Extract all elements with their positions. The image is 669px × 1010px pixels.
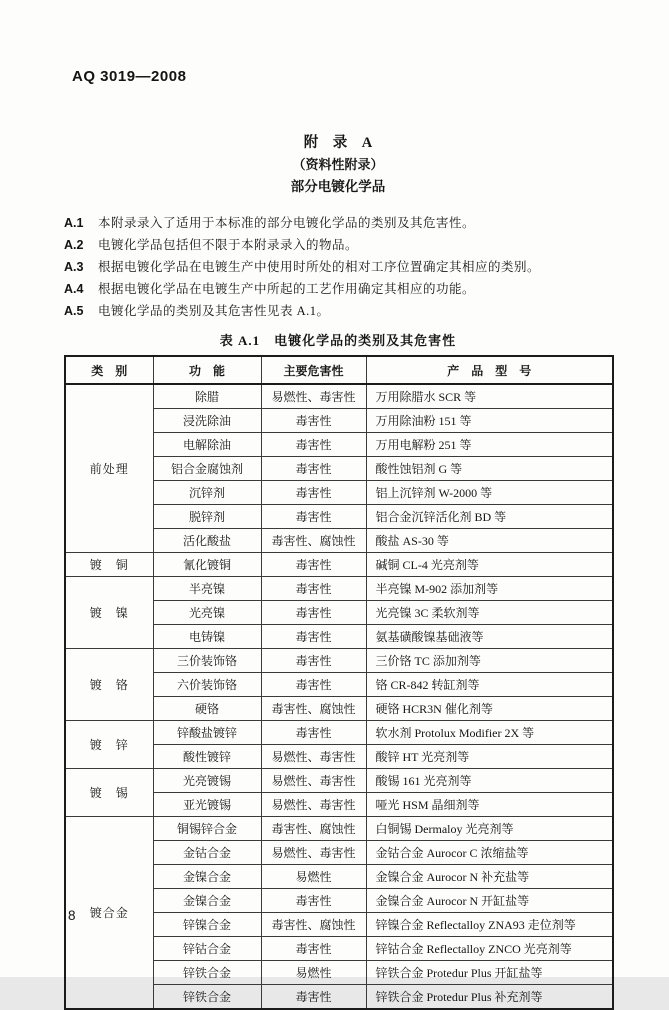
hazard-cell: 易燃性、毒害性 [261,384,366,409]
function-cell: 酸性镀锌 [153,745,261,769]
function-cell: 锌酸盐镀锌 [153,721,261,745]
clause-A5 [64,300,612,322]
function-cell: 电铸镍 [153,625,261,649]
hazard-cell: 易燃性、毒害性 [261,841,366,865]
function-cell: 亚光镀锡 [153,793,261,817]
table-row [65,553,613,577]
table-row [65,817,613,841]
clause-number: A.5 [64,304,84,318]
product-cell: 金钴合金 Aurocor C 浓缩盐等 [366,841,613,865]
clause-number: A.4 [64,282,84,296]
product-cell: 酸性蚀铝剂 G 等 [366,457,613,481]
function-cell: 锌铁合金 [153,961,261,985]
product-cell: 氨基磺酸镍基础液等 [366,625,613,649]
function-cell: 光亮镍 [153,601,261,625]
product-cell: 万用电解粉 251 等 [366,433,613,457]
col-category: 类 别 [65,356,153,384]
table-row [65,721,613,745]
product-cell: 软水剂 Protolux Modifier 2X 等 [366,721,613,745]
function-cell: 半亮镍 [153,577,261,601]
hazard-cell: 毒害性 [261,553,366,577]
category-cell: 镀 锡 [65,769,153,817]
function-cell: 金镍合金 [153,889,261,913]
clause-text: 根据电镀化学品在电镀生产中所起的工艺作用确定其相应的功能。 [98,282,476,296]
category-cell: 镀 锌 [65,721,153,769]
product-cell: 金镍合金 Aurocor N 补充盐等 [366,865,613,889]
hazard-cell: 易燃性 [261,961,366,985]
hazard-cell: 毒害性 [261,649,366,673]
function-cell: 除腊 [153,384,261,409]
table-row [65,577,613,601]
product-cell: 哑光 HSM 晶细剂等 [366,793,613,817]
function-cell: 硬铬 [153,697,261,721]
hazard-cell: 毒害性 [261,721,366,745]
hazard-cell: 毒害性 [261,409,366,433]
product-cell: 铝合金沉锌活化剂 BD 等 [366,505,613,529]
product-cell: 万用除腊水 SCR 等 [366,384,613,409]
table-caption: 表 A.1 电镀化学品的类别及其危害性 [219,333,457,348]
table-row [65,649,613,673]
clause-A3 [64,256,612,278]
chemicals-table [64,355,614,1010]
hazard-cell: 毒害性 [261,889,366,913]
product-cell: 锌铁合金 Protedur Plus 补充剂等 [366,985,613,1010]
category-cell: 镀 铬 [65,649,153,721]
table-header-row [65,356,613,384]
col-product: 产 品 型 号 [366,356,613,384]
product-cell: 光亮镍 3C 柔软剂等 [366,601,613,625]
function-cell: 光亮镀锡 [153,769,261,793]
category-cell: 镀 镍 [65,577,153,649]
col-function: 功 能 [153,356,261,384]
product-cell: 酸锌 HT 光亮剂等 [366,745,613,769]
appendix-heading: 部分电镀化学品 [290,179,386,194]
clause-text: 电镀化学品的类别及其危害性见表 A.1。 [98,304,330,318]
function-cell: 锌钴合金 [153,937,261,961]
product-cell: 酸锡 161 光亮剂等 [366,769,613,793]
clause-number: A.2 [64,238,84,252]
category-cell: 镀合金 [65,817,153,1010]
function-cell: 锌铁合金 [153,985,261,1010]
function-cell: 电解除油 [153,433,261,457]
product-cell: 三价铬 TC 添加剂等 [366,649,613,673]
clause-list [64,212,612,322]
category-cell: 前处理 [65,384,153,553]
product-cell: 白铜锡 Dermaloy 光亮剂等 [366,817,613,841]
clause-text: 本附录录入了适用于本标准的部分电镀化学品的类别及其危害性。 [98,216,476,230]
function-cell: 六价装饰铬 [153,673,261,697]
hazard-cell: 易燃性 [261,865,366,889]
hazard-cell: 毒害性 [261,433,366,457]
hazard-cell: 毒害性 [261,505,366,529]
clause-text: 根据电镀化学品在电镀生产中使用时所处的相对工序位置确定其相应的类别。 [98,260,541,274]
hazard-cell: 易燃性、毒害性 [261,769,366,793]
function-cell: 三价装饰铬 [153,649,261,673]
appendix-title: 附 录 A [303,135,373,151]
clause-number: A.3 [64,260,84,274]
hazard-cell: 毒害性 [261,673,366,697]
function-cell: 脱锌剂 [153,505,261,529]
hazard-cell: 毒害性、腐蚀性 [261,529,366,553]
product-cell: 锌铁合金 Protedur Plus 开缸盐等 [366,961,613,985]
product-cell: 铝上沉锌剂 W-2000 等 [366,481,613,505]
hazard-cell: 毒害性 [261,937,366,961]
hazard-cell: 毒害性 [261,601,366,625]
product-cell: 半亮镍 M-902 添加剂等 [366,577,613,601]
function-cell: 金镍合金 [153,865,261,889]
clause-A4 [64,278,612,300]
function-cell: 铜锡锌合金 [153,817,261,841]
page-number: 8 [68,908,76,923]
clause-number: A.1 [64,216,84,230]
product-cell: 酸盐 AS-30 等 [366,529,613,553]
function-cell: 活化酸盐 [153,529,261,553]
category-cell: 镀 铜 [65,553,153,577]
product-cell: 碱铜 CL-4 光亮剂等 [366,553,613,577]
product-cell: 锌镍合金 Reflectalloy ZNA93 走位剂等 [366,913,613,937]
product-cell: 万用除油粉 151 等 [366,409,613,433]
hazard-cell: 毒害性 [261,481,366,505]
product-cell: 金镍合金 Aurocor N 开缸盐等 [366,889,613,913]
table-row [65,384,613,409]
hazard-cell: 易燃性、毒害性 [261,745,366,769]
function-cell: 铝合金腐蚀剂 [153,457,261,481]
product-cell: 铬 CR-842 转缸剂等 [366,673,613,697]
clause-A1 [64,212,612,234]
hazard-cell: 毒害性 [261,577,366,601]
function-cell: 金钴合金 [153,841,261,865]
clause-A2 [64,234,612,256]
function-cell: 沉锌剂 [153,481,261,505]
hazard-cell: 毒害性 [261,625,366,649]
function-cell: 浸洗除油 [153,409,261,433]
hazard-cell: 毒害性、腐蚀性 [261,913,366,937]
product-cell: 硬铬 HCR3N 催化剂等 [366,697,613,721]
doc-number: AQ 3019—2008 [72,68,187,85]
table-row [65,769,613,793]
hazard-cell: 毒害性 [261,457,366,481]
appendix-subtitle: （资料性附录） [292,157,384,172]
appendix-title-block [64,132,612,198]
function-cell: 氰化镀铜 [153,553,261,577]
hazard-cell: 毒害性、腐蚀性 [261,817,366,841]
hazard-cell: 毒害性 [261,985,366,1010]
col-hazard: 主要危害性 [261,356,366,384]
hazard-cell: 毒害性、腐蚀性 [261,697,366,721]
hazard-cell: 易燃性、毒害性 [261,793,366,817]
product-cell: 锌钴合金 Reflectalloy ZNCO 光亮剂等 [366,937,613,961]
function-cell: 锌镍合金 [153,913,261,937]
clause-text: 电镀化学品包括但不限于本附录录入的物品。 [98,238,359,252]
